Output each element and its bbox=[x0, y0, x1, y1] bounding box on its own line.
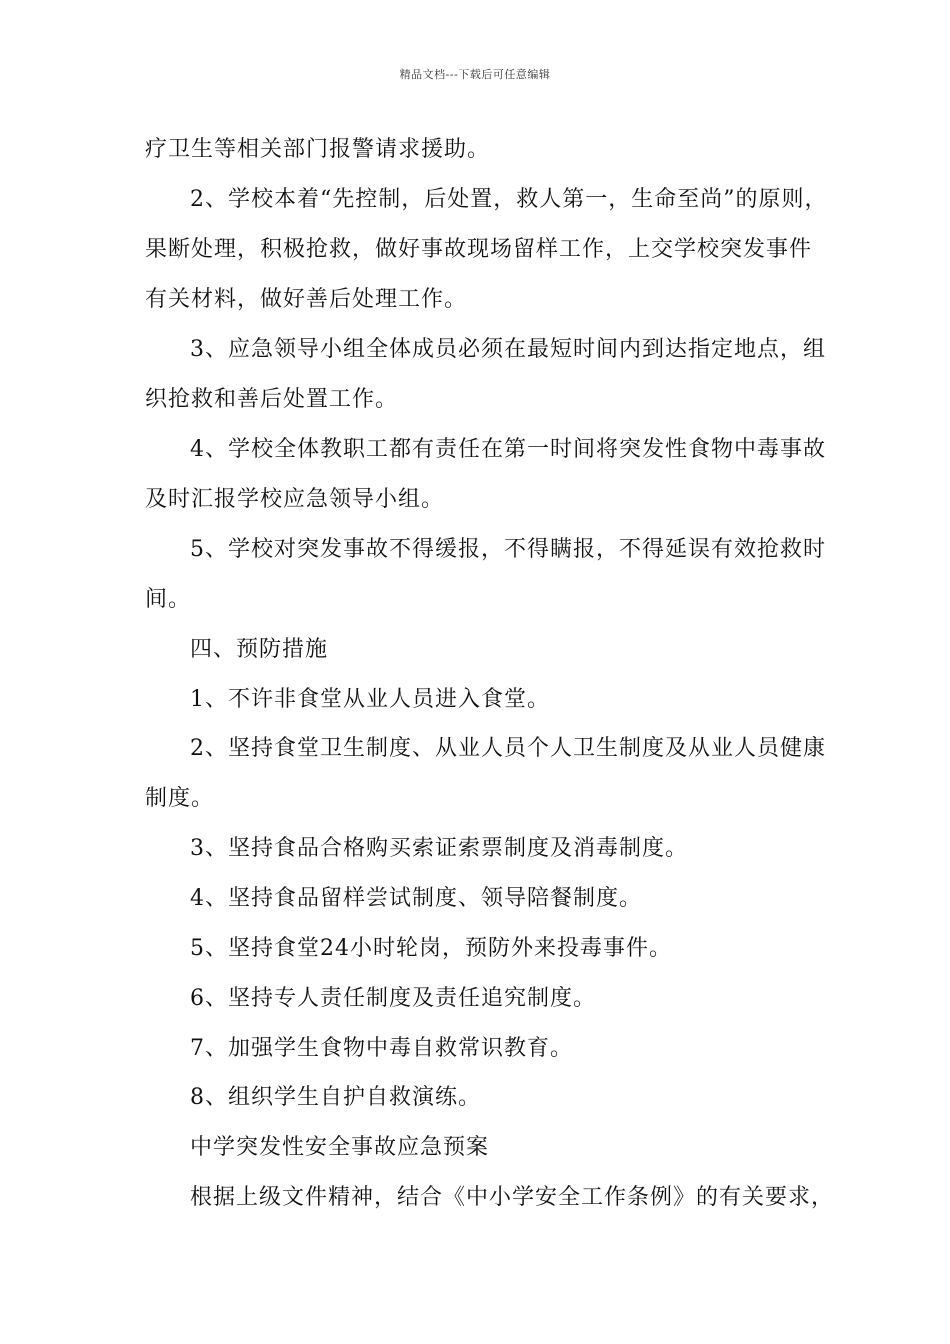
text-line: 有关材料，做好善后处理工作。 bbox=[145, 287, 468, 312]
text-line: 2、坚持食堂卫生制度、从业人员个人卫生制度及从业人员健康 bbox=[190, 736, 826, 761]
text-line: 7、加强学生食物中毒自救常识教育。 bbox=[190, 1036, 573, 1061]
text-line: 根据上级文件精神，结合《中小学安全工作条例》的有关要求， bbox=[190, 1185, 835, 1210]
text-line: 3、坚持食品合格购买索证索票制度及消毒制度。 bbox=[190, 836, 688, 861]
text-line: 间。 bbox=[145, 587, 192, 612]
section-heading: 四、预防措施 bbox=[190, 637, 329, 662]
text-line: 果断处理，积极抢救，做好事故现场留样工作，上交学校突发事件 bbox=[145, 237, 813, 262]
page-header: 精品文档---下载后可任意编辑 bbox=[399, 68, 551, 81]
text-line: 及时汇报学校应急领导小组。 bbox=[145, 487, 445, 512]
text-line: 5、学校对突发事故不得缓报，不得瞒报，不得延误有效抢救时 bbox=[190, 537, 826, 562]
text-line: 4、学校全体教职工都有责任在第一时间将突发性食物中毒事故 bbox=[190, 437, 826, 462]
text-line: 4、坚持食品留样尝试制度、领导陪餐制度。 bbox=[190, 886, 642, 911]
text-line: 5、坚持食堂24小时轮岗，预防外来投毒事件。 bbox=[190, 936, 672, 961]
text-line: 织抢救和善后处置工作。 bbox=[145, 387, 399, 412]
text-line: 制度。 bbox=[145, 786, 215, 811]
text-line: 8、组织学生自护自救演练。 bbox=[190, 1085, 481, 1110]
text-line: 疗卫生等相关部门报警请求援助。 bbox=[145, 137, 491, 162]
text-line: 6、坚持专人责任制度及责任追究制度。 bbox=[190, 986, 596, 1011]
text-line: 1、不许非食堂从业人员进入食堂。 bbox=[190, 687, 550, 712]
text-line: 2、学校本着“先控制，后处置，救人第一，生命至尚”的原则， bbox=[190, 187, 828, 212]
text-line: 3、应急领导小组全体成员必须在最短时间内到达指定地点，组 bbox=[190, 337, 826, 362]
section-title: 中学突发性安全事故应急预案 bbox=[190, 1135, 490, 1160]
